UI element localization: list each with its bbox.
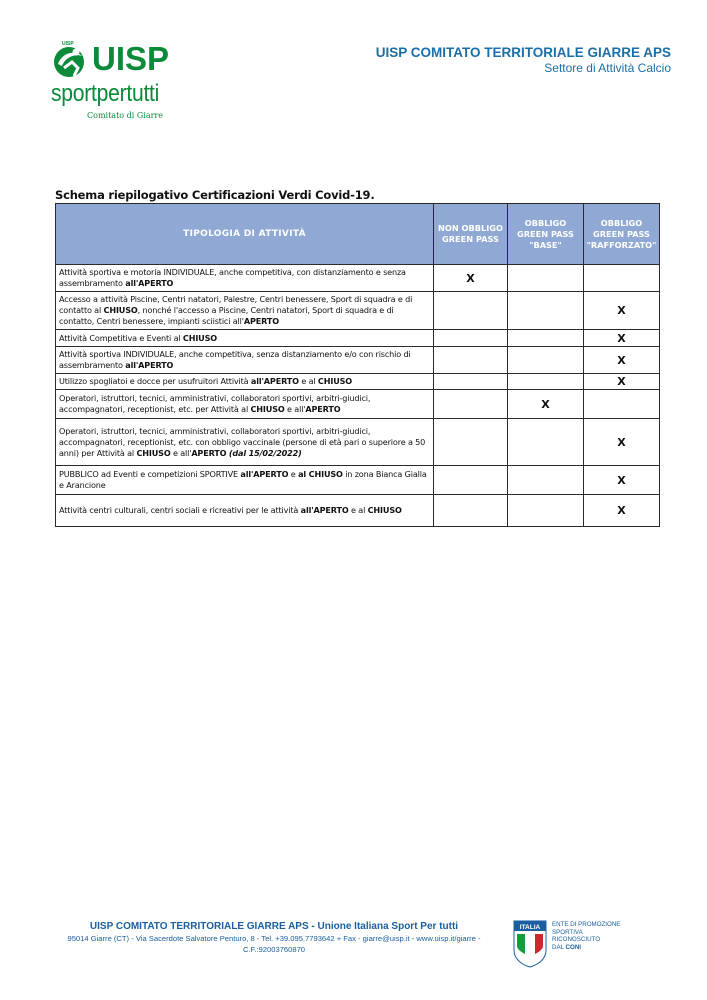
activity-description: Operatori, istruttori, tecnici, amministrativi, collaboratori sportivi, arbitri-giudici, accompagnatori, receptionist, etc. per Attività al CHIUSO e all'APERTO (56, 390, 434, 419)
logo-comitato-text: Comitato di Giarre (87, 111, 163, 120)
footer-organization: UISP COMITATO TERRITORIALE GIARRE APS - Unione Italiana Sport Per tutti (89, 921, 459, 932)
footer (40, 920, 508, 955)
mark-green-pass-base (508, 374, 584, 390)
mark-green-pass-base (508, 292, 584, 330)
table-row (56, 466, 660, 495)
table-row (56, 374, 660, 390)
table-row (56, 265, 660, 292)
mark-no-green-pass (434, 419, 508, 466)
table-row (56, 419, 660, 466)
activity-description: Attività Competitiva e Eventi al CHIUSO (56, 330, 434, 347)
mark-green-pass-rafforzato: X (584, 374, 660, 390)
mark-green-pass-rafforzato: X (584, 347, 660, 374)
mark-green-pass-base (508, 265, 584, 292)
logo-uisp-text: UISP (92, 40, 170, 77)
table-header-row (56, 204, 660, 265)
mark-green-pass-base (508, 495, 584, 527)
header-green-pass-base: OBBLIGO GREEN PASS "BASE" (508, 204, 584, 265)
mark-green-pass-rafforzato (584, 390, 660, 419)
italia-label: ITALIA (519, 924, 541, 931)
header-activity-type: TIPOLOGIA DI ATTIVITÀ (56, 204, 434, 265)
logo-badge: UISP (62, 41, 74, 47)
activity-description: Operatori, istruttori, tecnici, amministrativi, collaboratori sportivi, arbitri-giudici, accompagnatori, receptionist, etc. con obbligo vaccinale (persone di età pari o superiore a 50 anni) per Attività al CHIUSO e all'APERTO (dal 15/02/2022) (56, 419, 434, 466)
mark-no-green-pass (434, 466, 508, 495)
table-row (56, 292, 660, 330)
table-row (56, 347, 660, 374)
mark-green-pass-base (508, 466, 584, 495)
mark-no-green-pass (434, 390, 508, 419)
coni-badge (513, 920, 633, 972)
activity-description: Attività sportiva e motoria INDIVIDUALE, anche competitiva, con distanziamento e senza assembramento all'APERTO (56, 265, 434, 292)
italia-shield-icon (513, 920, 547, 968)
mark-no-green-pass (434, 330, 508, 347)
mark-no-green-pass (434, 374, 508, 390)
mark-no-green-pass (434, 292, 508, 330)
mark-green-pass-rafforzato (584, 265, 660, 292)
runner-emblem-icon (50, 42, 92, 80)
mark-green-pass-rafforzato: X (584, 466, 660, 495)
activity-description: Attività sportiva INDIVIDUALE, anche competitiva, senza distanziamento e/o con rischio di assembramento all'APERTO (56, 347, 434, 374)
header-no-green-pass: NON OBBLIGO GREEN PASS (434, 204, 508, 265)
mark-green-pass-rafforzato: X (584, 330, 660, 347)
table-title: Schema riepilogativo Certificazioni Verdi Covid-19. (55, 188, 375, 202)
organization-title: UISP COMITATO TERRITORIALE GIARRE APS (375, 45, 671, 60)
uisp-logo (50, 40, 200, 125)
mark-green-pass-rafforzato: X (584, 292, 660, 330)
activity-description: Utilizzo spogliatoi e docce per usufruitori Attività all'APERTO e al CHIUSO (56, 374, 434, 390)
logo-sportpertutti-text: sportpertutti (51, 80, 160, 107)
mark-green-pass-base (508, 347, 584, 374)
mark-green-pass-rafforzato: X (584, 495, 660, 527)
mark-green-pass-rafforzato: X (584, 419, 660, 466)
activity-description: Accesso a attività Piscine, Centri natatori, Palestre, Centri benessere, Sport di squadra e di contatto al CHIUSO, nonché l'accesso a Piscine, Centri natatori, Sport di squadra e di contatto, Centri benessere, impianti sciistici all'APERTO (56, 292, 434, 330)
footer-address: 95014 Giarre (CT) - Via Sacerdote Salvatore Penturo, 8 - Tel. +39.095.7793642 + Fax - giarre@uisp.it - www.uisp.it/giarre - (67, 934, 481, 943)
table-row (56, 330, 660, 347)
mark-green-pass-base: X (508, 390, 584, 419)
activity-description: Attività centri culturali, centri sociali e ricreativi per le attività all'APERTO e al CHIUSO (56, 495, 434, 527)
mark-no-green-pass: X (434, 265, 508, 292)
coni-recognition-text: ENTE DI PROMOZIONE SPORTIVA RICONOSCIUTO DAL CONI (552, 921, 621, 951)
organization-subtitle: Settore di Attività Calcio (544, 61, 671, 75)
mark-no-green-pass (434, 347, 508, 374)
activity-description: PUBBLICO ad Eventi e competizioni SPORTIVE all'APERTO e al CHIUSO in zona Bianca Gialla e Arancione (56, 466, 434, 495)
table-row (56, 495, 660, 527)
header-green-pass-rafforzato: OBBLIGO GREEN PASS "RAFFORZATO" (584, 204, 660, 265)
certification-table (55, 203, 660, 527)
table-row (56, 390, 660, 419)
mark-no-green-pass (434, 495, 508, 527)
footer-fiscal-code: C.F.:92003760870 (242, 945, 306, 954)
letterhead (376, 44, 671, 76)
mark-green-pass-base (508, 419, 584, 466)
mark-green-pass-base (508, 330, 584, 347)
